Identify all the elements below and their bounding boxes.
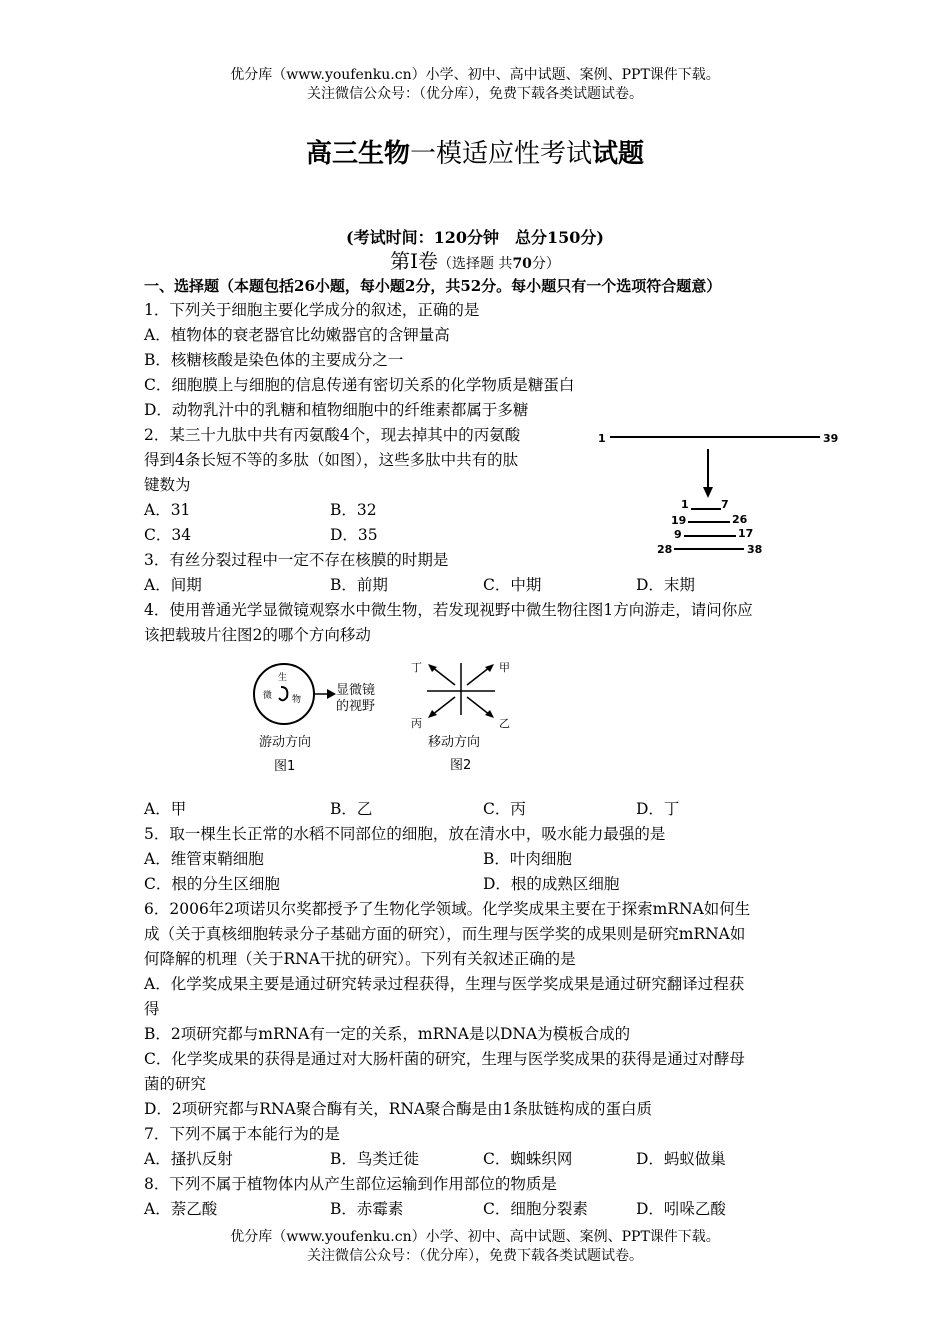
q2-stem-2: 得到4条长短不等的多肽（如图），这些多肽中共有的肽 (144, 451, 519, 469)
microbe-shape (279, 687, 287, 700)
q4-option-d: D．丁 (636, 800, 680, 818)
seg2-end-label: 26 (732, 513, 748, 526)
footer-line-2: 关注微信公众号：（优分库），免费下载各类试题试卷。 (307, 1248, 643, 1264)
fig1-label-2: 的视野 (336, 699, 376, 714)
q7-option-a: A．搔扒反射 (144, 1150, 233, 1168)
q2-stem-1: 2．某三十九肽中共有丙氨酸4个，现去掉其中的丙氨酸 (144, 426, 521, 444)
fig1-number: 图1 (274, 759, 296, 774)
q6-option-d: D．2项研究都与RNA聚合酶有关，RNA聚合酶是由1条肽链构成的蛋白质 (144, 1100, 653, 1118)
fig2-caption: 移动方向 (428, 735, 481, 750)
q7-stem: 7．下列不属于本能行为的是 (144, 1125, 340, 1143)
pointer-arrow-head (327, 689, 336, 699)
q6-option-b: B．2项研究都与mRNA有一定的关系，mRNA是以DNA为模板合成的 (144, 1025, 631, 1043)
q8-option-c: C．细胞分裂素 (483, 1200, 588, 1218)
fig1-caption: 游动方向 (259, 735, 312, 750)
exam-info: (考试时间：120分钟 总分150分) (346, 228, 604, 247)
q7-option-c: C．蜘蛛织网 (483, 1150, 573, 1168)
q5-option-c: C．根的分生区细胞 (144, 875, 280, 893)
down-arrow-head (703, 487, 713, 498)
micro-char-left: 微 (263, 691, 273, 701)
q6-stem-3: 何降解的机理（关于RNA干扰的研究）。下列有关叙述正确的是 (144, 950, 576, 968)
fig2-number: 图2 (450, 758, 472, 773)
q3-option-c: C．中期 (483, 576, 542, 594)
q7-option-b: B．鸟类迁徙 (330, 1150, 419, 1168)
direction-figure-2 (405, 655, 525, 780)
q2-option-a: A．31 (144, 501, 191, 519)
seg3-start-label: 9 (674, 528, 682, 541)
micro-char-top: 生 (278, 673, 288, 683)
arrow-bing (432, 697, 455, 715)
q8-stem: 8．下列不属于植物体内从产生部位运输到作用部位的物质是 (144, 1175, 557, 1193)
q8-option-d: D．吲哚乙酸 (636, 1200, 726, 1218)
q2-option-d: D．35 (330, 526, 378, 544)
q5-option-d: D．根的成熟区细胞 (483, 875, 620, 893)
header-line-1: 优分库（www.youfenku.cn）小学、初中、高中试题、案例、PPT课件下载。 (230, 67, 720, 83)
page-title: 高三生物一模适应性考试试题 (305, 139, 645, 169)
dir-yi-label: 乙 (499, 717, 510, 730)
q3-option-a: A．间期 (144, 576, 202, 594)
section-heading: 一、选择题（本题包括26小题，每小题2分，共52分。每小题只有一个选项符合题意） (144, 277, 722, 295)
footer-line-1: 优分库（www.youfenku.cn）小学、初中、高中试题、案例、PPT课件下载。 (230, 1229, 720, 1245)
q6-option-c-1: C．化学奖成果的获得是通过对大肠杆菌的研究，生理与医学奖成果的获得是通过对酵母 (144, 1050, 745, 1068)
q1-option-a: A．植物体的衰老器官比幼嫩器官的含钾量高 (144, 326, 450, 344)
q4-option-a: A．甲 (144, 800, 187, 818)
q6-stem-1: 6．2006年2项诺贝尔奖都授予了生物化学领域。化学奖成果主要在于探索mRNA如何生 (144, 900, 751, 918)
q6-option-a-2: 得 (144, 1000, 160, 1018)
q1-option-d: D．动物乳汁中的乳糖和植物细胞中的纤维素都属于多糖 (144, 401, 529, 419)
q2-stem-3: 键数为 (144, 476, 191, 494)
microscope-figure-1 (248, 660, 398, 780)
q6-stem-2: 成（关于真核细胞转录分子基础方面的研究），而生理与医学奖的成果则是研究mRNA如 (144, 925, 746, 943)
arrow-jia (467, 667, 490, 685)
seg4-start-label: 28 (657, 543, 673, 556)
q3-stem: 3．有丝分裂过程中一定不存在核膜的时期是 (144, 551, 449, 569)
fig1-label-1: 显微镜 (336, 683, 376, 698)
q5-option-b: B．叶肉细胞 (483, 850, 572, 868)
q4-option-c: C．丙 (483, 800, 526, 818)
q1-option-c: C．细胞膜上与细胞的信息传递有密切关系的化学物质是糖蛋白 (144, 376, 575, 394)
arrow-yi (467, 697, 490, 715)
q8-option-a: A．萘乙酸 (144, 1200, 218, 1218)
header-line-2: 关注微信公众号：（优分库），免费下载各类试题试卷。 (307, 86, 643, 102)
dir-ding-label: 丁 (411, 661, 422, 674)
seg3-end-label: 17 (738, 527, 754, 540)
top-start-label: 1 (598, 432, 606, 445)
q4-stem-1: 4．使用普通光学显微镜观察水中微生物，若发现视野中微生物往图1方向游走，请问你应 (144, 601, 753, 619)
q1-stem: 1．下列关于细胞主要化学成分的叙述，正确的是 (144, 301, 480, 319)
volume-heading: 第Ⅰ卷（选择题 共70分） (390, 249, 560, 273)
q7-option-d: D．蚂蚁做巢 (636, 1150, 726, 1168)
q3-option-b: B．前期 (330, 576, 388, 594)
q2-option-b: B．32 (330, 501, 377, 519)
peptide-figure (590, 425, 850, 565)
q8-option-b: B．赤霉素 (330, 1200, 404, 1218)
dir-jia-label: 甲 (499, 661, 510, 674)
micro-char-right: 物 (292, 695, 302, 705)
dir-bing-label: 丙 (411, 717, 422, 730)
q2-option-c: C．34 (144, 526, 192, 544)
q5-option-a: A．维管束鞘细胞 (144, 850, 264, 868)
q3-option-d: D．末期 (636, 576, 695, 594)
q6-option-a-1: A．化学奖成果主要是通过研究转录过程获得，生理与医学奖成果是通过研究翻译过程获 (144, 975, 745, 993)
q6-option-c-2: 菌的研究 (144, 1075, 207, 1093)
q5-stem: 5．取一棵生长正常的水稻不同部位的细胞，放在清水中，吸水能力最强的是 (144, 825, 666, 843)
seg4-end-label: 38 (747, 543, 763, 556)
seg2-start-label: 19 (671, 514, 687, 527)
q1-option-b: B．核糖核酸是染色体的主要成分之一 (144, 351, 404, 369)
q4-option-b: B．乙 (330, 800, 373, 818)
seg1-end-label: 7 (721, 498, 729, 511)
arrow-ding (432, 667, 455, 685)
top-end-label: 39 (823, 432, 839, 445)
q4-stem-2: 该把载玻片往图2的哪个方向移动 (144, 626, 371, 644)
seg1-start-label: 1 (681, 498, 689, 511)
